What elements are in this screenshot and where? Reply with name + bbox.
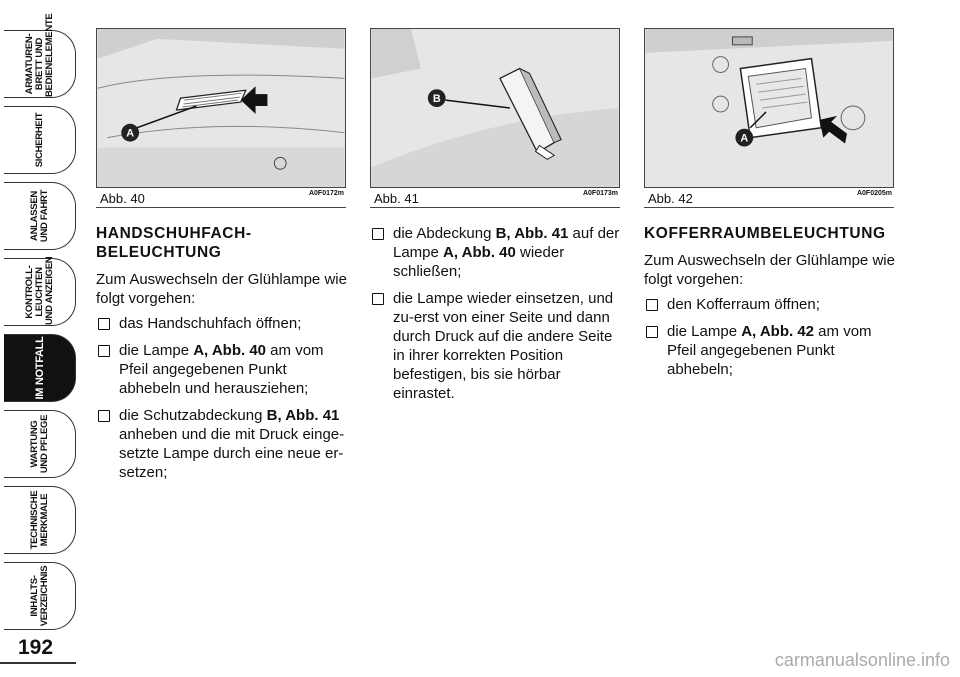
tab-wartung[interactable]: WARTUNG UND PFLEGE xyxy=(4,410,76,478)
figure-glovebox-lamp xyxy=(96,28,346,188)
page-number: 192 xyxy=(18,636,54,659)
figure-41-marker: B xyxy=(432,93,441,106)
page-rule xyxy=(0,662,76,664)
intro-text: Zum Auswechseln der Glühlampe wie folgt vorgehen: xyxy=(96,271,347,307)
figure-trunk-lamp xyxy=(644,28,894,188)
tab-armaturenbrett[interactable]: ARMATUREN- BRETT UND BEDIENELEMENTE xyxy=(4,30,76,98)
figure-40-code: A0F0172m xyxy=(308,190,344,197)
figure-40-caption: Abb. 40 xyxy=(100,191,145,206)
list-item: die Lampe A, Abb. 42 am vom Pfeil angegebenen Punkt abhebeln; xyxy=(644,322,900,379)
list-item: die Lampe wieder einsetzen, und zu-erst von einer Seite und dann durch Druck auf die andere Seite in ihrer korrekten Position befestigen, bis sie hörbar einrastet. xyxy=(370,289,626,403)
tab-technische-merkmale[interactable]: TECHNISCHE MERKMALE xyxy=(4,486,76,554)
list-item: die Abdeckung B, Abb. 41 auf der Lampe A, Abb. 40 wieder schließen; xyxy=(370,224,626,281)
list-item: den Kofferraum öffnen; xyxy=(644,295,900,314)
list-item: die Schutzabdeckung B, Abb. 41 anheben und die mit Druck einge-setzte Lampe durch eine neue er-setzen; xyxy=(96,406,352,482)
figure-40-marker: A xyxy=(126,127,135,140)
figure-42-code: A0F0205m xyxy=(856,190,892,197)
section-heading-trunk: KOFFERRAUMBELEUCHTUNG xyxy=(644,225,886,242)
tab-im-notfall[interactable]: IM NOTFALL xyxy=(4,334,76,402)
list-item: das Handschuhfach öffnen; xyxy=(96,314,352,333)
list-item: die Lampe A, Abb. 40 am vom Pfeil angegebenen Punkt abhebeln und herausziehen; xyxy=(96,341,352,398)
figure-42-caption: Abb. 42 xyxy=(648,191,693,206)
tab-inhaltsverzeichnis[interactable]: INHALTS- VERZEICHNIS xyxy=(4,562,76,630)
column-trunk xyxy=(644,224,900,387)
figure-lamp-cover xyxy=(370,28,620,188)
chapter-sidebar xyxy=(0,0,78,677)
tab-anlassen[interactable]: ANLASSEN UND FAHRT xyxy=(4,182,76,250)
figure-41-code: A0F0173m xyxy=(582,190,618,197)
column-continued xyxy=(370,224,626,411)
figure-42-marker: A xyxy=(740,132,749,145)
tab-sicherheit[interactable]: SICHERHEIT xyxy=(4,106,76,174)
figure-40-caption-row xyxy=(96,190,346,208)
figure-42-caption-row xyxy=(644,190,894,208)
figure-41-caption-row xyxy=(370,190,620,208)
column-glovebox xyxy=(96,224,352,490)
figure-41-caption: Abb. 41 xyxy=(374,191,419,206)
intro-text: Zum Auswechseln der Glühlampe wie folgt vorgehen: xyxy=(644,252,895,288)
tab-kontrollleuchten[interactable]: KONTROLL- LEUCHTEN UND ANZEIGEN xyxy=(4,258,76,326)
watermark: carmanualsonline.info xyxy=(774,650,950,670)
section-heading-glovebox: HANDSCHUHFACH- BELEUCHTUNG xyxy=(96,225,252,261)
